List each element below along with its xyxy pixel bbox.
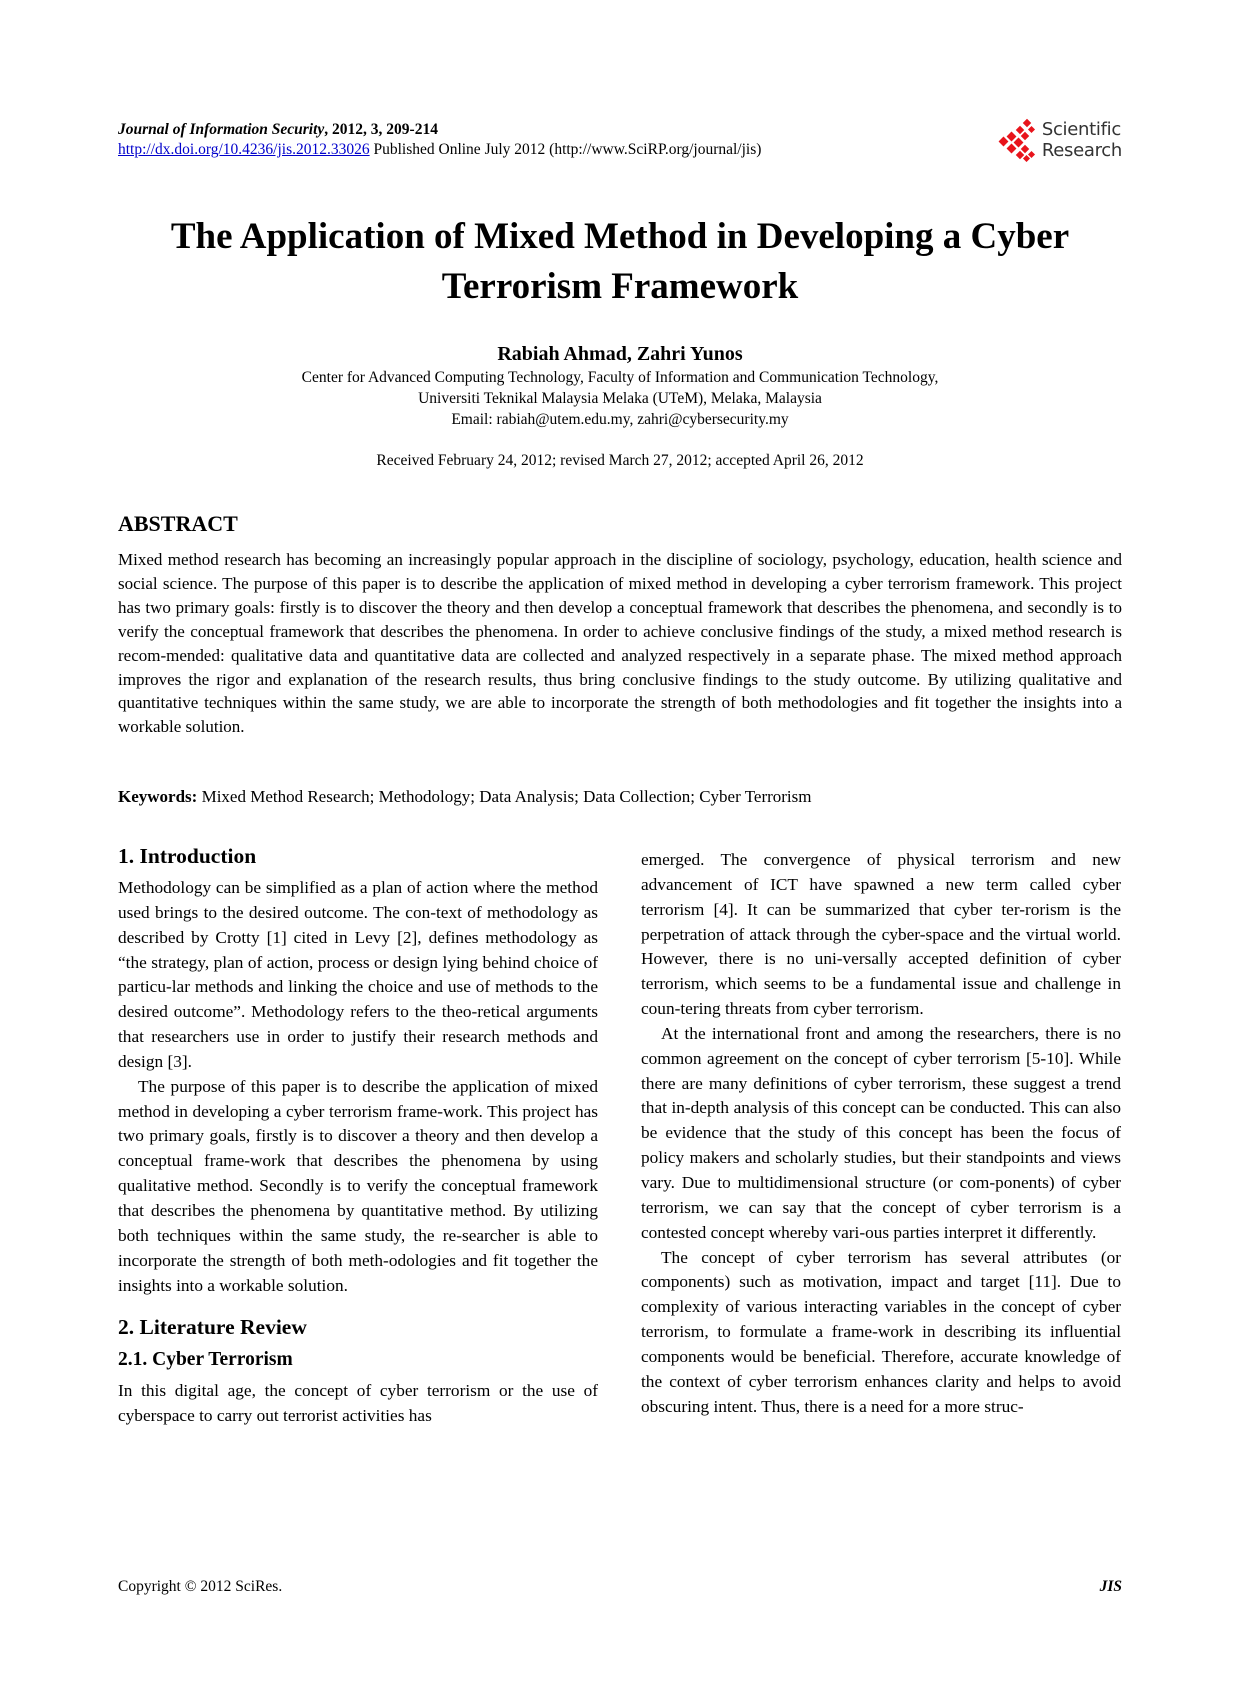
journal-header — [118, 120, 1122, 170]
publisher-name — [1042, 119, 1122, 161]
published-online-text: Published Online July 2012 (http://www.SciRP.org/journal/jis) — [369, 141, 762, 158]
paper-title: The Application of Mixed Method in Developing a Cyber Terrorism Framework — [170, 216, 1070, 307]
doi-line — [118, 140, 1122, 160]
diamond-grid-logo-icon — [996, 118, 1038, 162]
journal-abbreviation: JIS — [1099, 1578, 1122, 1595]
doi-link[interactable]: http://dx.doi.org/10.4236/jis.2012.33026 — [118, 141, 370, 158]
publisher-logo — [996, 118, 1122, 162]
journal-volume-pages: , 2012, 3, 209-214 — [324, 121, 438, 138]
journal-name: Journal of Information Security — [118, 121, 325, 138]
affiliation-line: Universiti Teknikal Malaysia Melaka (UTeM), Melaka, Malaysia — [418, 390, 822, 407]
copyright-notice: Copyright © 2012 SciRes. — [118, 1578, 283, 1595]
author-affiliation — [100, 367, 1140, 430]
section-heading-introduction: 1. Introduction — [118, 844, 257, 868]
logo-line-2: Research — [1041, 140, 1122, 161]
body-paragraph: emerged. The convergence of physical terrorism and new advancement of ICT have spawned a new term called cyber terrorism [4]. It can be summarized that cyber ter-rorism is the perpetration of attack through the cyber-space and the virtual world. However, there is no uni-versally accepted definition of cyber terrorism, which seems to be a fundamental issue and challenge in coun-tering threats from cyber terrorism. — [641, 850, 1121, 1019]
keywords-list: Mixed Method Research; Methodology; Data Analysis; Data Collection; Cyber Terrorism — [197, 787, 812, 806]
body-paragraph: The purpose of this paper is to describe the application of mixed method in developing a cyber terrorism frame-work. This project has two primary goals, firstly is to discover a theory and then develop a conceptual frame-work that describes the phenomena by using qualitative method. Secondly is to verify the conceptual framework that describes the phenomena by quantitative method. By utilizing both techniques within the same study, the re-searcher is able to incorporate the strength of both meth-odologies and fit together the insights into a workable solution. — [118, 1076, 598, 1295]
subsection-heading-cyber-terrorism: 2.1. Cyber Terrorism — [118, 1349, 293, 1371]
abstract-heading: ABSTRACT — [118, 511, 238, 536]
body-paragraph: At the international front and among the researchers, there is no common agreement on the concept of cyber terrorism [5-10]. While there are many definitions of cyber terrorism, these suggest a trend that in-depth analysis of this concept can be conducted. This can also be evidence that the study of this concept has been the focus of policy makers and scholarly studies, but their standpoints and views vary. Due to multidimensional structure (or com-ponents) of cyber terrorism, we can say that the concept of cyber terrorism is a contested concept whereby vari-ous parties interpret it differently. — [641, 1023, 1121, 1242]
body-paragraph: In this digital age, the concept of cyber terrorism or the use of cyberspace to carry out terrorist activities has — [118, 1381, 598, 1426]
logo-line-1: Scientific — [1041, 119, 1121, 140]
received-dates: Received February 24, 2012; revised March 27, 2012; accepted April 26, 2012 — [376, 452, 864, 469]
keywords-label: Keywords: — [118, 787, 198, 806]
affiliation-line: Center for Advanced Computing Technology, Faculty of Information and Communication Technology, — [301, 369, 939, 386]
author-emails: Email: rabiah@utem.edu.my, zahri@cybersecurity.my — [451, 411, 789, 428]
left-column — [118, 842, 598, 1429]
paper-authors: Rabiah Ahmad, Zahri Yunos — [497, 343, 743, 365]
page-footer — [118, 1577, 1122, 1597]
body-paragraph: The concept of cyber terrorism has several attributes (or components) such as motivation, impact and target [11]. Due to complexity of various interacting variables in the concept of cyber terrorism, to formulate a frame-work in describing its influential components would be beneficial. Therefore, accurate knowledge of the context of cyber terrorism enhances clarity and helps to avoid obscuring intent. Thus, there is a need for a more struc- — [641, 1247, 1121, 1416]
keywords — [118, 786, 1122, 808]
right-column — [641, 848, 1121, 1419]
body-paragraph: Methodology can be simplified as a plan of action where the method used brings to the desired outcome. The con-text of methodology as described by Crotty [1] cited in Levy [2], defines methodology as “the strategy, plan of action, process or design lying behind choice of particu-lar methods and linking the choice and use of methods to the desired outcome”. Methodology refers to the theo-retical arguments that researchers use in order to justify their research methods and design [3]. — [118, 878, 598, 1071]
journal-citation — [118, 120, 1122, 140]
abstract-body: Mixed method research has becoming an increasingly popular approach in the discipline of sociology, psychology, education, health science and social science. The purpose of this paper is to describe the application of mixed method in developing a cyber terrorism framework. This project has two primary goals: firstly is to discover the theory and then develop a conceptual framework that describes the phenomena, and secondly is to verify the conceptual framework that describes the phenomena. In order to achieve conclusive findings of the study, a mixed method research is recom-mended: qualitative data and quantitative data are collected and analyzed respectively in a separate phase. The mixed method approach improves the rigor and explanation of the research results, thus bring conclusive findings to the study outcome. By utilizing qualitative and quantitative techniques within the same study, we are able to incorporate the strength of both methodologies and fit together the insights into a workable solution. — [118, 550, 1122, 737]
section-heading-literature-review: 2. Literature Review — [118, 1315, 307, 1340]
